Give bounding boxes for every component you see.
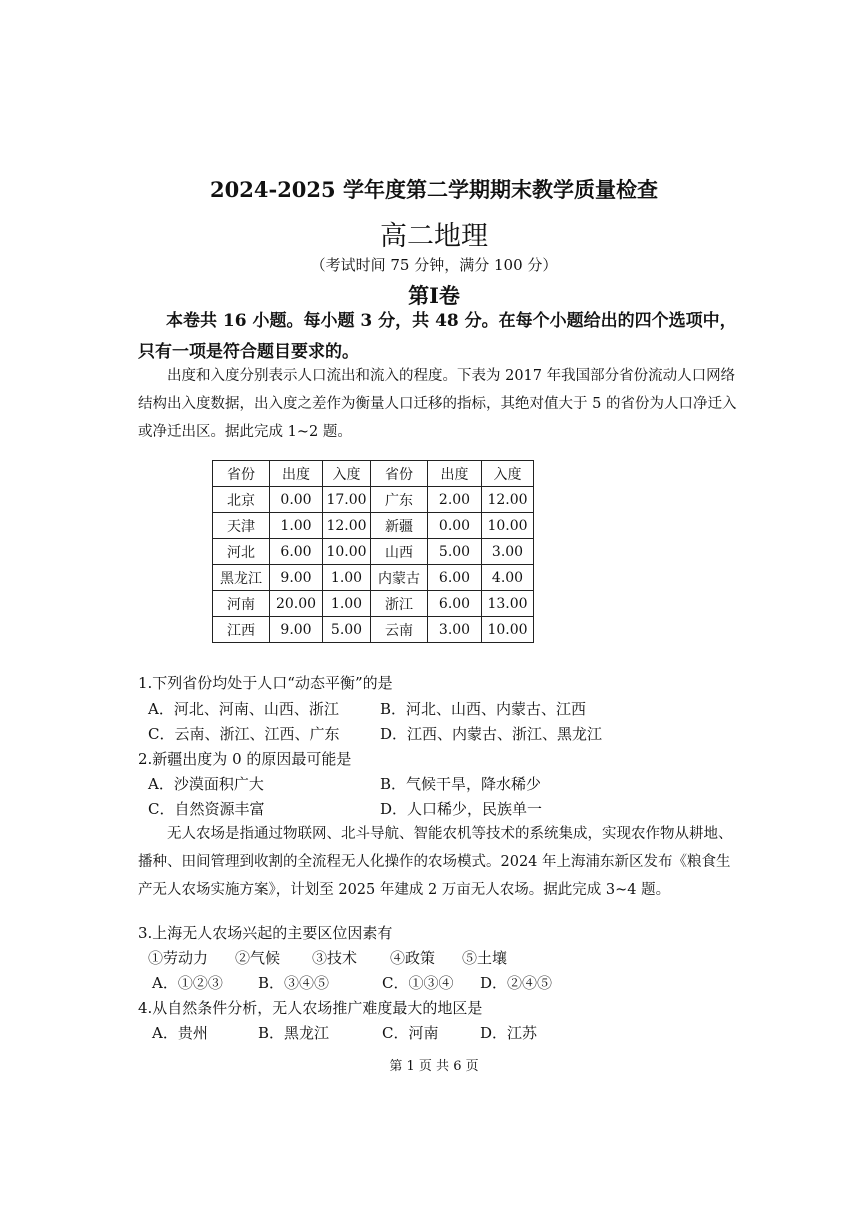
table-cell: 江西	[213, 617, 270, 643]
question-3-stem: 3.上海无人农场兴起的主要区位因素有	[138, 924, 393, 942]
table-cell: 12.00	[323, 513, 371, 539]
table-row	[213, 487, 534, 513]
table-cell: 10.00	[482, 513, 534, 539]
question-4-option-b[interactable]: B．黑龙江	[258, 1024, 330, 1042]
question-3-option-c[interactable]: C．①③④	[382, 974, 454, 992]
instructions: 本卷共 16 小题。每小题 3 分，共 48 分。在每个小题给出的四个选项中，只有一项是符合题目要求的。	[138, 311, 737, 362]
table-header-cell: 出度	[428, 461, 482, 487]
table-row	[213, 591, 534, 617]
passage-1: 出度和入度分别表示人口流出和流入的程度。下表为 2017 年我国部分省份流动人口网络结构出入度数据，出入度之差作为衡量人口迁移的指标，其绝对值大于 5 的省份为人口净迁入或净迁出区。据此完成 1~2 题。	[138, 368, 737, 440]
question-1-option-a[interactable]: A．河北、河南、山西、浙江	[148, 700, 339, 718]
table-header-cell: 省份	[213, 461, 270, 487]
table-row	[213, 617, 534, 643]
table-cell: 河北	[213, 539, 270, 565]
table-cell: 1.00	[270, 513, 323, 539]
question-2-option-a[interactable]: A．沙漠面积广大	[148, 775, 264, 793]
table-cell: 9.00	[270, 565, 323, 591]
table-cell: 云南	[371, 617, 428, 643]
table-cell: 17.00	[323, 487, 371, 513]
table-cell: 1.00	[323, 591, 371, 617]
table-cell: 5.00	[323, 617, 371, 643]
table-cell: 山西	[371, 539, 428, 565]
table-cell: 河南	[213, 591, 270, 617]
flow-data-table	[212, 460, 534, 643]
question-3-option-a[interactable]: A．①②③	[152, 974, 223, 992]
page-number: 第 1 页 共 6 页	[389, 1059, 479, 1074]
table-cell: 10.00	[482, 617, 534, 643]
question-3-option-b[interactable]: B．③④⑤	[258, 974, 330, 992]
question-4-stem: 4.从自然条件分析，无人农场推广难度最大的地区是	[138, 999, 483, 1017]
table-cell: 4.00	[482, 565, 534, 591]
question-1-option-c[interactable]: C．云南、浙江、江西、广东	[148, 725, 340, 743]
question-4-option-c[interactable]: C．河南	[382, 1024, 439, 1042]
table-cell: 6.00	[270, 539, 323, 565]
table-cell: 天津	[213, 513, 270, 539]
question-3-factor: ③技术	[312, 949, 358, 967]
table-cell: 内蒙古	[371, 565, 428, 591]
question-4-option-a[interactable]: A．贵州	[152, 1024, 208, 1042]
table-cell: 浙江	[371, 591, 428, 617]
table-cell: 6.00	[428, 565, 482, 591]
exam-info: （考试时间 75 分钟，满分 100 分）	[310, 256, 558, 274]
table-cell: 北京	[213, 487, 270, 513]
table-header-row	[213, 461, 534, 487]
table-cell: 1.00	[323, 565, 371, 591]
question-2-option-d[interactable]: D．人口稀少，民族单一	[380, 800, 543, 818]
table-cell: 20.00	[270, 591, 323, 617]
question-1-stem: 1.下列省份均处于人口“动态平衡”的是	[138, 674, 393, 692]
table-header-cell: 省份	[371, 461, 428, 487]
table-cell: 3.00	[428, 617, 482, 643]
table-cell: 新疆	[371, 513, 428, 539]
table-cell: 2.00	[428, 487, 482, 513]
question-2-option-b[interactable]: B．气候干旱，降水稀少	[380, 775, 542, 793]
question-3-factor: ⑤土壤	[462, 949, 508, 967]
table-cell: 3.00	[482, 539, 534, 565]
question-3-option-d[interactable]: D．②④⑤	[480, 974, 553, 992]
question-1-option-d[interactable]: D．江西、内蒙古、浙江、黑龙江	[380, 725, 603, 743]
subject-title: 高二地理	[380, 221, 488, 252]
table-cell: 9.00	[270, 617, 323, 643]
table-row	[213, 565, 534, 591]
table-header-cell: 入度	[482, 461, 534, 487]
question-4-option-d[interactable]: D．江苏	[480, 1024, 538, 1042]
table-row	[213, 513, 534, 539]
table-cell: 13.00	[482, 591, 534, 617]
question-2-option-c[interactable]: C．自然资源丰富	[148, 800, 265, 818]
table-cell: 0.00	[428, 513, 482, 539]
table-cell: 10.00	[323, 539, 371, 565]
question-3-factor: ④政策	[390, 949, 436, 967]
table-cell: 广东	[371, 487, 428, 513]
exam-title: 2024-2025 学年度第二学期期末教学质量检查	[210, 177, 658, 202]
table-cell: 12.00	[482, 487, 534, 513]
question-3-factor: ②气候	[235, 949, 281, 967]
table-header-cell: 入度	[323, 461, 371, 487]
table-cell: 5.00	[428, 539, 482, 565]
table-cell: 0.00	[270, 487, 323, 513]
question-1-option-b[interactable]: B．河北、山西、内蒙古、江西	[380, 700, 587, 718]
volume-title: 第Ⅰ卷	[408, 283, 460, 308]
question-2-stem: 2.新疆出度为 0 的原因最可能是	[138, 750, 352, 768]
table-cell: 黑龙江	[213, 565, 270, 591]
table-row	[213, 539, 534, 565]
passage-2: 无人农场是指通过物联网、北斗导航、智能农机等技术的系统集成，实现农作物从耕地、播种、田间管理到收割的全流程无人化操作的农场模式。2024 年上海浦东新区发布《粮食生产无人农场实施方案》，计划至 2025 年建成 2 万亩无人农场。据此完成 3~4 题。	[138, 826, 733, 898]
question-3-factor: ①劳动力	[148, 949, 209, 967]
table-cell: 6.00	[428, 591, 482, 617]
table-header-cell: 出度	[270, 461, 323, 487]
